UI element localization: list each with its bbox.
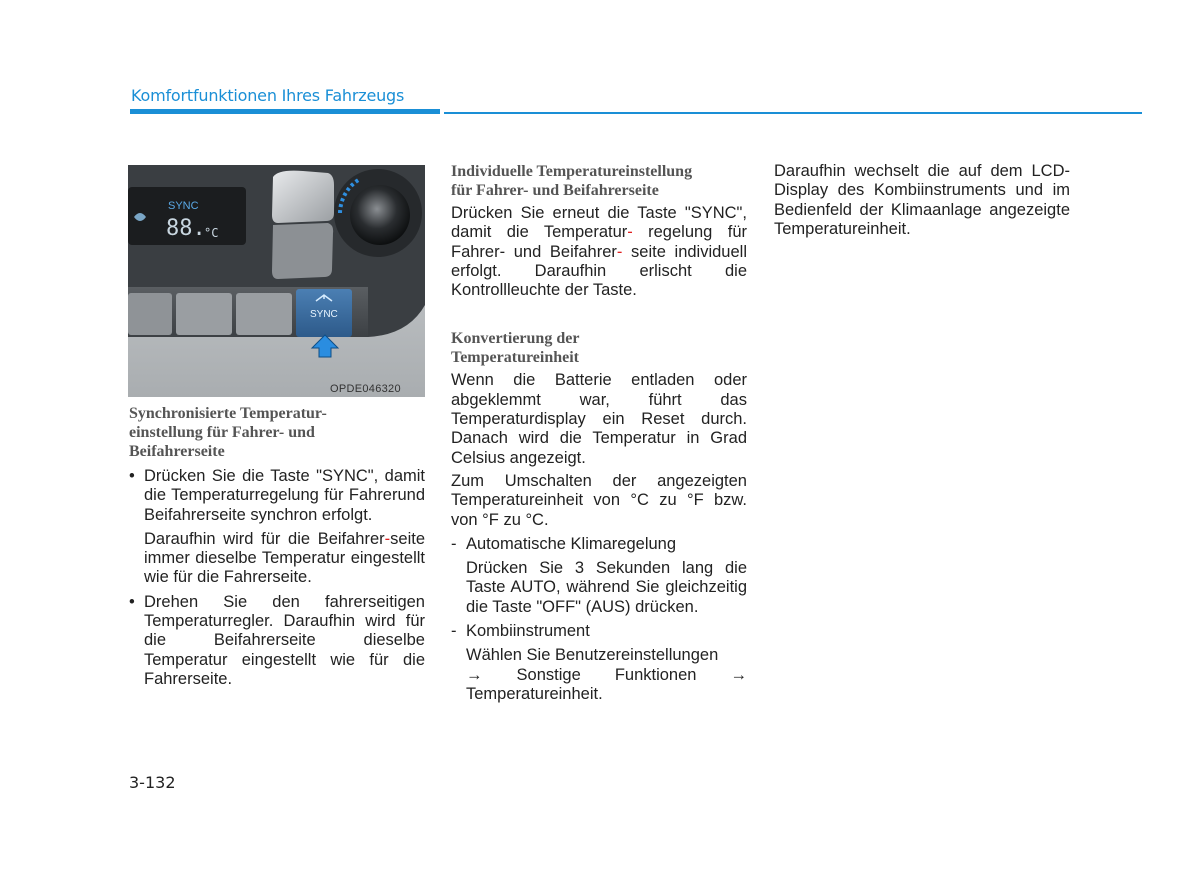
header-rule-thick xyxy=(130,109,440,114)
section-heading-individual: Individuelle Temperatureinstellung für Fahrer- und Beifahrerseite xyxy=(451,163,693,199)
lcd-temperature: 88. xyxy=(166,216,206,241)
dash-item-auto-climate-text: Drücken Sie 3 Sekunden lang die Taste AUTO, während Sie gleichzeitig die Taste "OFF" (AUS) drücken. xyxy=(466,559,747,616)
section-heading-sync: Synchronisierte Temperatur- einstellung für Fahrer- und Beifahrerseite xyxy=(129,405,327,460)
page-header-title: Komfortfunktionen Ihres Fahrzeugs xyxy=(131,86,405,105)
panel-button-2 xyxy=(176,293,232,335)
page-number: 3-132 xyxy=(129,773,176,792)
header-rule-thin xyxy=(444,112,1142,114)
panel-button-1 xyxy=(128,293,172,335)
climate-panel-illustration xyxy=(128,165,425,397)
column-1 xyxy=(129,404,425,689)
column-3 xyxy=(774,162,1070,239)
lcd-sync-label: SYNC xyxy=(168,200,199,212)
section-heading-conversion: Konvertierung der Temperatureinheit xyxy=(451,330,580,367)
sync-button-label: SYNC xyxy=(310,309,338,320)
paragraph-switch-unit: Zum Umschalten der angezeigten Temperatureinheit von °C zu °F bzw. von °F zu °C. xyxy=(451,471,747,529)
bullet-item-2: • Drehen Sie den fahrerseitigen Temperaturregler. Daraufhin wird für die Beifahrerseite dieselbe Temperatur eingestellt wie für die Fahrerseite. xyxy=(129,593,425,689)
panel-button-3 xyxy=(236,293,292,335)
dash-item-cluster-text: Wählen Sie Benutzereinstellungen → Sonstige Funktionen → Temperatureinheit. xyxy=(466,646,747,703)
temperature-knob[interactable] xyxy=(350,185,410,245)
paragraph-reset: Wenn die Batterie entladen oder abgeklemmt war, führt das Temperaturdisplay ein Reset durch. Danach wird die Temperatur in Grad Celsius angezeigt. xyxy=(451,371,747,467)
bullet-item-1-continuation: Daraufhin wird für die Beifahrer-seite immer dieselbe Temperatur eingestellt wie für die Fahrerseite. xyxy=(144,529,425,587)
paragraph-unit-change: Daraufhin wechselt die auf dem LCD-Display des Kombiinstruments und im Bedienfeld der Klimaanlage angezeigte Temperatureinheit. xyxy=(774,162,1070,238)
dash-item-auto-climate: - Automatische Klimaregelung xyxy=(451,534,677,553)
bullet-item-1: • Drücken Sie die Taste "SYNC", damit die Temperaturregelung für Fahrerund Beifahrerseite synchron erfolgt. xyxy=(129,467,425,525)
dash-item-cluster: - Kombiinstrument xyxy=(451,622,590,641)
paragraph-individual: Drücken Sie erneut die Taste "SYNC", damit die Temperatur- regelung für Fahrer- und Beifahrer- seite individuell erfolgt. Daraufhin erlischt die Kontrollleuchte der Taste. xyxy=(451,204,747,300)
figure-code: OPDE046320 xyxy=(330,383,401,395)
column-2 xyxy=(451,162,747,704)
lcd-unit: °C xyxy=(204,226,219,240)
